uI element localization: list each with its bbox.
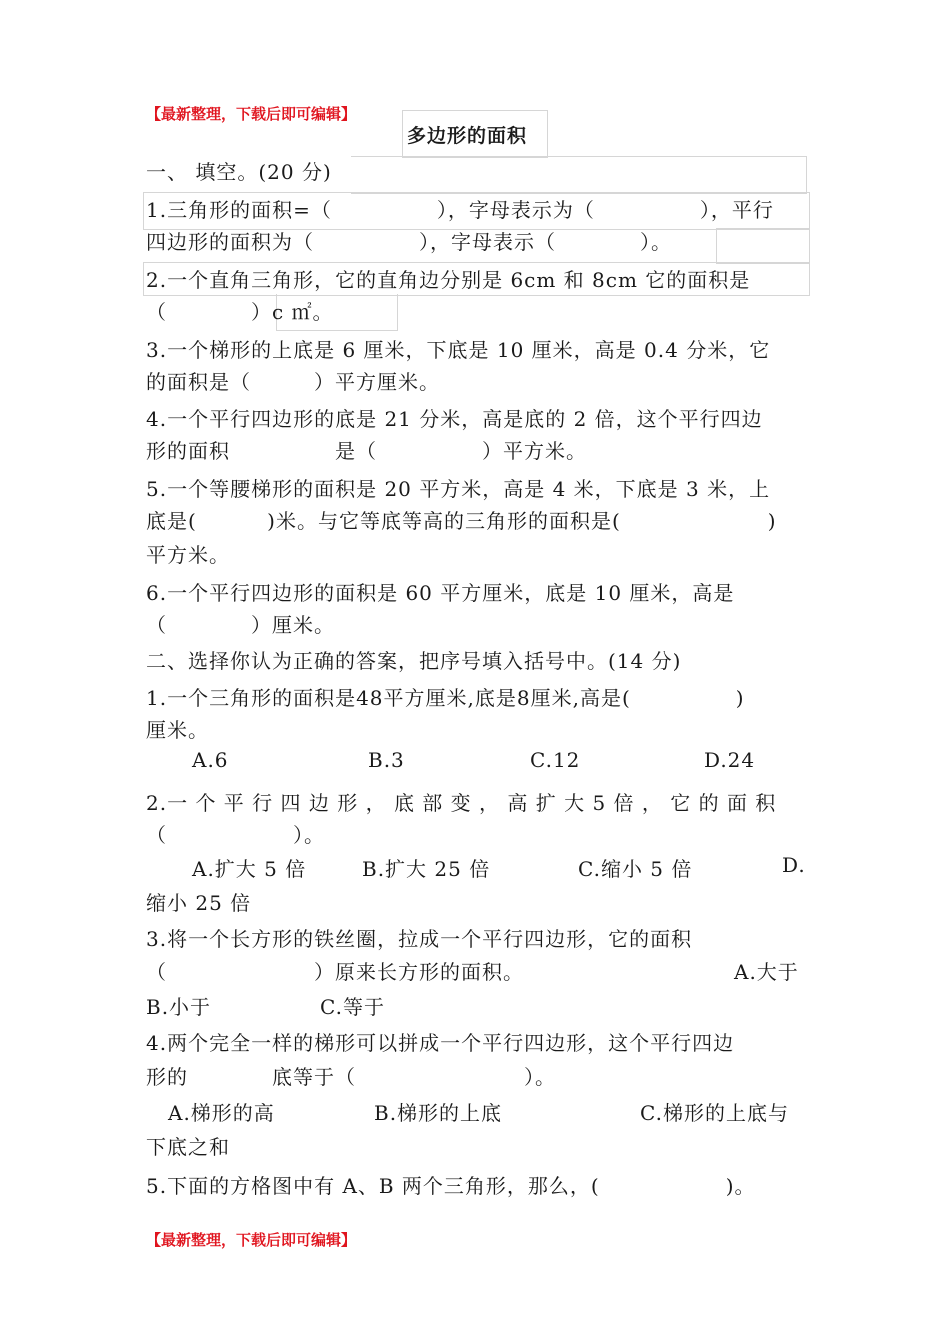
q3-line1: 3.一个梯形的上底是 6 厘米，下底是 10 厘米，高是 0.4 分米，它 xyxy=(146,338,771,362)
s2-q4-line1: 4.两个完全一样的梯形可以拼成一个平行四边形，这个平行四边 xyxy=(146,1031,735,1055)
s2-q1-line1: 1.一个三角形的面积是48平方厘米,底是8厘米,高是( ) xyxy=(146,686,745,710)
s2-q4-option-c: C.梯形的上底与 xyxy=(640,1101,789,1125)
q2-line2: （ ）c ㎡。 xyxy=(146,300,334,324)
s2-q3-line1: 3.将一个长方形的铁丝圈，拉成一个平行四边形，它的面积 xyxy=(146,927,693,951)
s2-q2-line1: 2.一 个 平 行 四 边 形 ， 底 部 变 ， 高 扩 大 5 倍 ， 它 的 面 积 xyxy=(146,791,777,815)
s2-q1-option-a: A.6 xyxy=(192,748,229,772)
s2-q2-option-b: B.扩大 25 倍 xyxy=(362,857,491,881)
s2-q1-option-c: C.12 xyxy=(530,748,581,772)
watermark-bottom: 【最新整理，下载后即可编辑】 xyxy=(146,1231,357,1249)
watermark-top: 【最新整理，下载后即可编辑】 xyxy=(146,105,357,123)
s2-q2-option-d: D. xyxy=(782,853,806,877)
s2-q2-line2: （ ）。 xyxy=(146,823,325,847)
s2-q4-line4: 下底之和 xyxy=(146,1135,230,1159)
section1-heading: 一、 填空。(20 分) xyxy=(146,160,332,184)
q5-line2: 底是( )米。与它等底等高的三角形的面积是( ) xyxy=(146,509,777,533)
s2-q3-option-b: B.小于 xyxy=(146,995,212,1019)
heading-frame xyxy=(351,156,807,194)
s2-q2-line4: 缩小 25 倍 xyxy=(146,891,252,915)
q4-line1: 4.一个平行四边形的底是 21 分米，高是底的 2 倍，这个平行四边 xyxy=(146,407,763,431)
s2-q1-option-d: D.24 xyxy=(704,748,756,772)
s2-q2-option-a: A.扩大 5 倍 xyxy=(192,857,307,881)
q1-line1: 1.三角形的面积=（ ），字母表示为（ ），平行 xyxy=(146,198,774,222)
q5-line1: 5.一个等腰梯形的面积是 20 平方米，高是 4 米，下底是 3 米，上 xyxy=(146,477,771,501)
s2-q3-option-c: C.等于 xyxy=(320,995,385,1019)
page-title: 多边形的面积 xyxy=(407,125,528,147)
section2-heading: 二、选择你认为正确的答案，把序号填入括号中。(14 分) xyxy=(146,649,682,673)
s2-q4-option-b: B.梯形的上底 xyxy=(374,1101,503,1125)
s2-q4-option-a: A.梯形的高 xyxy=(168,1101,275,1125)
s2-q1-line2: 厘米。 xyxy=(146,718,209,742)
q3-line2: 的面积是（ ）平方厘米。 xyxy=(146,370,440,394)
q2-line1: 2.一个直角三角形，它的直角边分别是 6cm 和 8cm 它的面积是 xyxy=(146,268,751,292)
s2-q1-option-b: B.3 xyxy=(368,748,405,772)
s2-q5-line1: 5.下面的方格图中有 A、B 两个三角形，那么，( )。 xyxy=(146,1174,756,1198)
q5-line3: 平方米。 xyxy=(146,543,230,567)
s2-q2-option-c: C.缩小 5 倍 xyxy=(578,857,693,881)
q1-line2: 四边形的面积为（ ），字母表示（ ）。 xyxy=(146,230,672,254)
q4-line2: 形的面积 是（ ）平方米。 xyxy=(146,439,587,463)
q6-line2: （ ）厘米。 xyxy=(146,613,335,637)
q1-tail-frame xyxy=(716,228,810,264)
s2-q3-line2: （ ）原来长方形的面积。 xyxy=(146,960,524,984)
s2-q3-option-a: A.大于 xyxy=(734,960,799,984)
s2-q4-line2: 形的 底等于（ ）。 xyxy=(146,1065,556,1089)
q6-line1: 6.一个平行四边形的面积是 60 平方厘米，底是 10 厘米，高是 xyxy=(146,581,735,605)
